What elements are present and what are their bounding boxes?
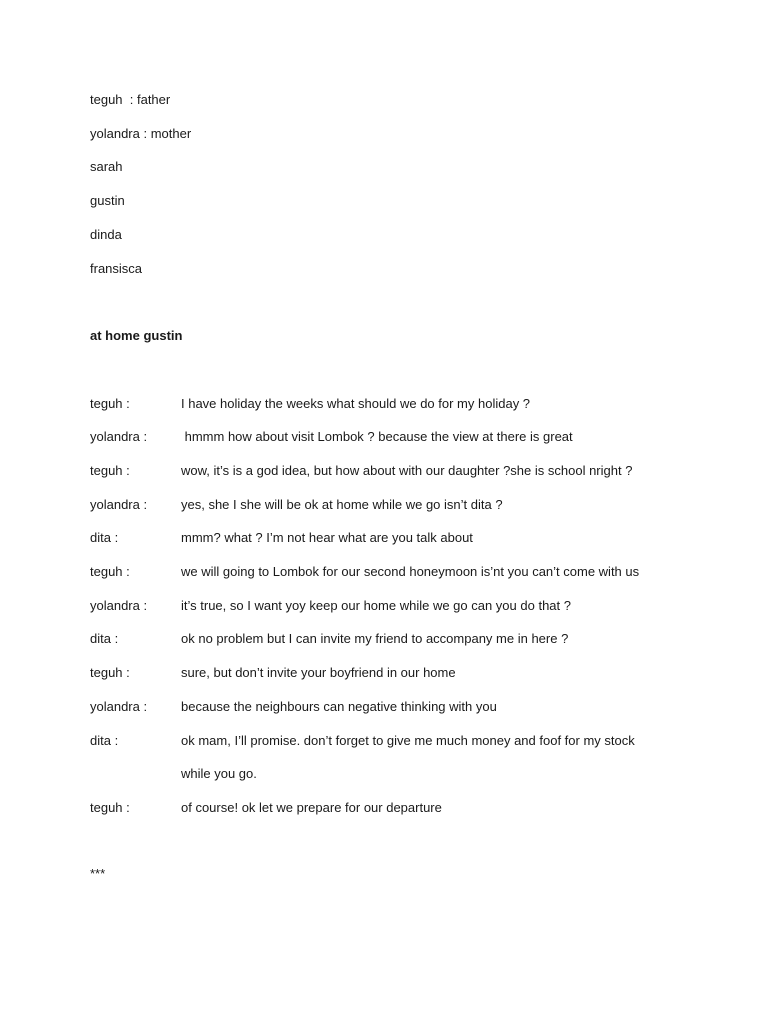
- dialogue-text: because the neighbours can negative thinking with you: [181, 699, 497, 714]
- cast-item: gustin: [90, 193, 125, 208]
- section-separator: ***: [90, 866, 106, 881]
- dialogue-text: we will going to Lombok for our second honeymoon is’nt you can’t come with us: [181, 564, 640, 579]
- dialogue-speaker: dita :: [90, 631, 119, 646]
- cast-item: dinda: [90, 227, 122, 242]
- dialogue-text: yes, she I she will be ok at home while we go isn’t dita ?: [181, 497, 503, 512]
- dialogue-text: I have holiday the weeks what should we do for my holiday ?: [181, 396, 531, 411]
- dialogue-text: ok no problem but I can invite my friend to accompany me in here ?: [181, 631, 569, 646]
- cast-item: yolandra : mother: [90, 126, 192, 141]
- dialogue-text: hmmm how about visit Lombok ? because the view at there is great: [181, 429, 573, 444]
- dialogue-speaker: yolandra :: [90, 429, 148, 444]
- dialogue-text: mmm? what ? I’m not hear what are you talk about: [181, 530, 473, 545]
- dialogue-text: wow, it’s is a god idea, but how about with our daughter ?she is school nright ?: [181, 463, 633, 478]
- dialogue-speaker: dita :: [90, 733, 119, 748]
- dialogue-speaker: yolandra :: [90, 699, 148, 714]
- dialogue-text: ok mam, I’ll promise. don’t forget to give me much money and foof for my stock: [181, 733, 635, 748]
- dialogue-speaker: teguh :: [90, 564, 130, 579]
- dialogue-text: it’s true, so I want yoy keep our home while we go can you do that ?: [181, 598, 571, 613]
- dialogue-text: sure, but don’t invite your boyfriend in our home: [181, 665, 456, 680]
- dialogue-speaker: yolandra :: [90, 598, 148, 613]
- cast-item: teguh : father: [90, 92, 171, 107]
- dialogue-speaker: yolandra :: [90, 497, 148, 512]
- cast-item: sarah: [90, 159, 123, 174]
- dialogue-text: of course! ok let we prepare for our departure: [181, 800, 442, 815]
- dialogue-speaker: teguh :: [90, 800, 130, 815]
- dialogue-speaker: teguh :: [90, 463, 130, 478]
- dialogue-speaker: dita :: [90, 530, 119, 545]
- cast-item: fransisca: [90, 261, 143, 276]
- dialogue-text-continuation: while you go.: [181, 766, 257, 781]
- dialogue-speaker: teguh :: [90, 665, 130, 680]
- dialogue-speaker: teguh :: [90, 396, 130, 411]
- scene-heading: at home gustin: [90, 328, 183, 343]
